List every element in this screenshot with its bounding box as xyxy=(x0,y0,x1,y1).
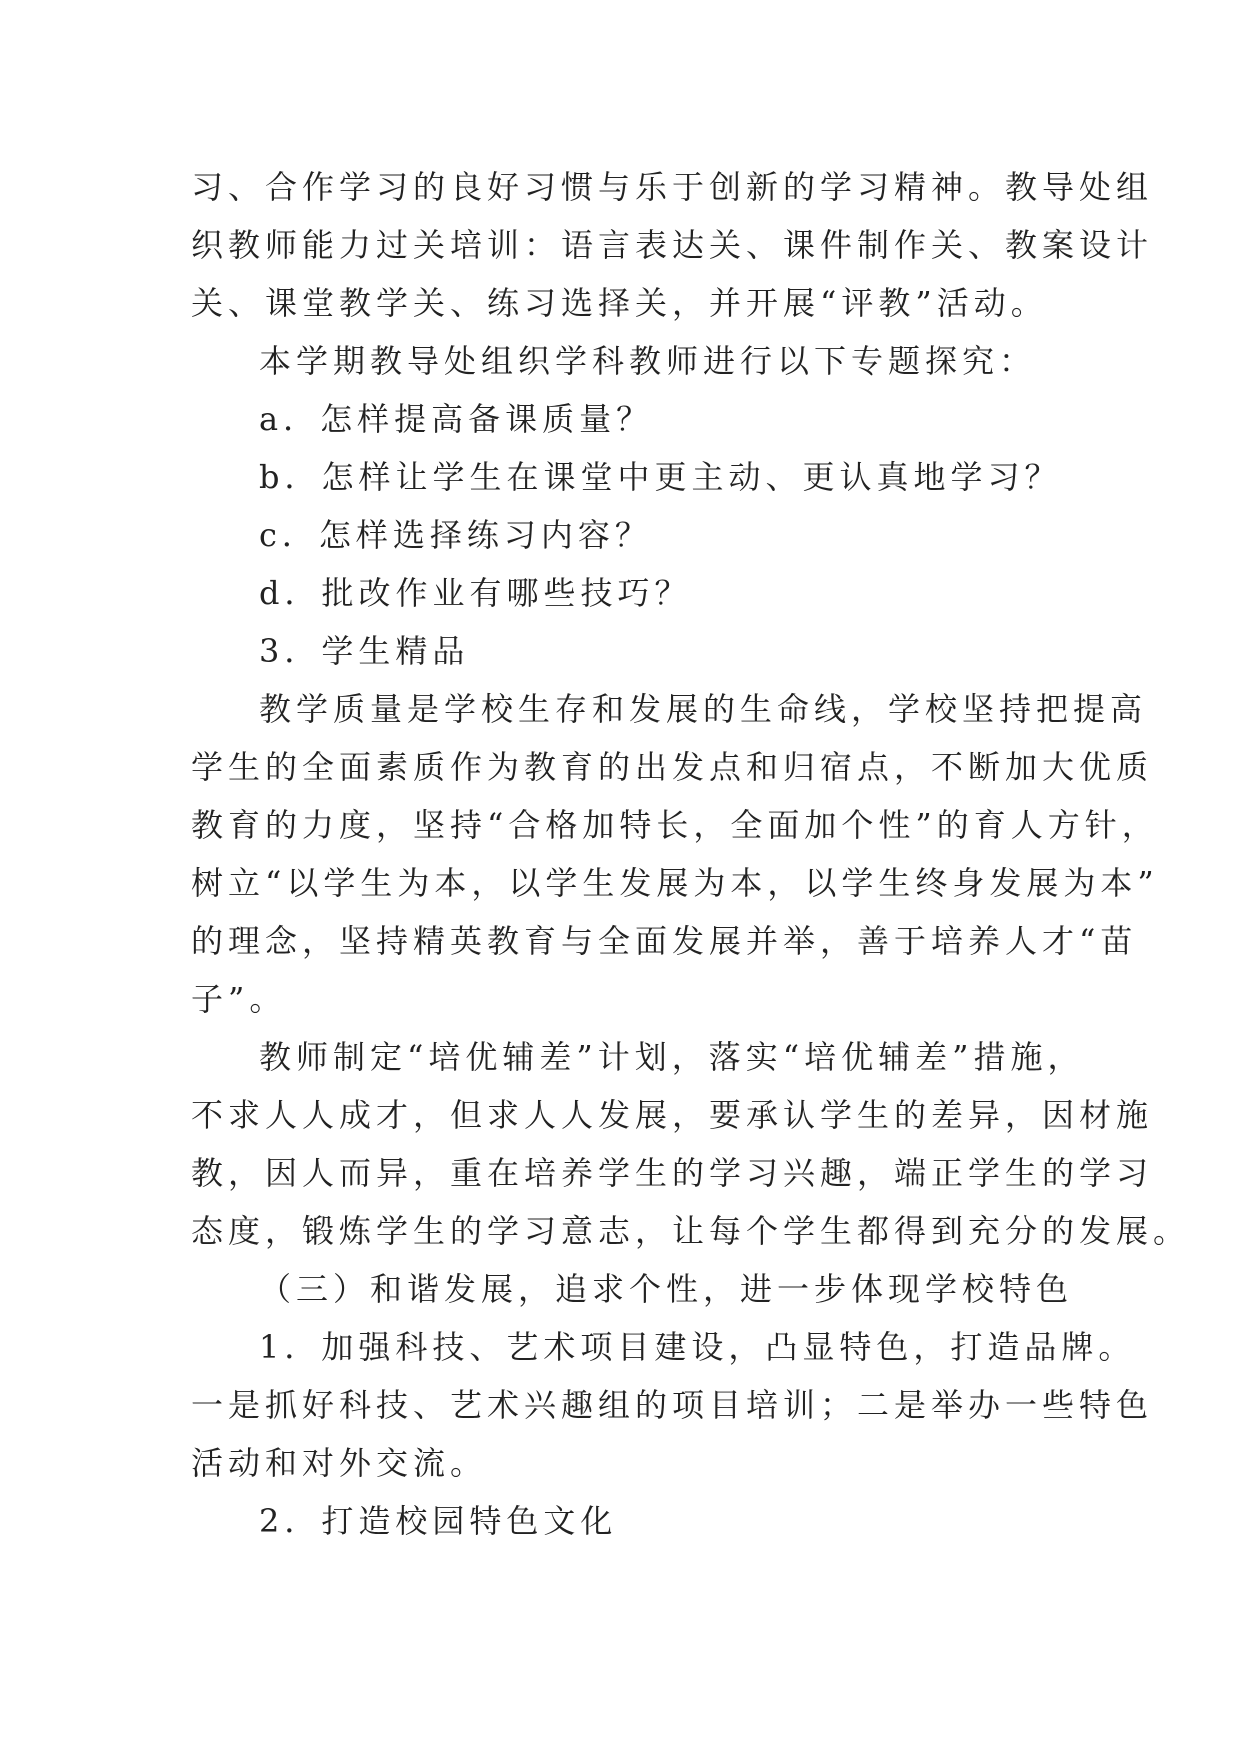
paragraph-line: 织教师能力过关培训：语言表达关、课件制作关、教案设计 xyxy=(191,226,1154,264)
paragraph-line: 的理念，坚持精英教育与全面发展并举，善于培养人才“苗 xyxy=(191,922,1138,960)
section-heading: 2．打造校园特色文化 xyxy=(259,1502,618,1540)
list-item: c．怎样选择练习内容？ xyxy=(259,516,652,554)
paragraph-line: 树立“以学生为本，以学生发展为本，以学生终身发展为本” xyxy=(191,864,1159,902)
section-heading: （三）和谐发展，追求个性，进一步体现学校特色 xyxy=(259,1270,1074,1308)
paragraph-line: 学生的全面素质作为教育的出发点和归宿点，不断加大优质 xyxy=(191,748,1154,786)
section-heading: 1．加强科技、艺术项目建设，凸显特色，打造品牌。 xyxy=(259,1328,1136,1366)
document-body xyxy=(191,158,1191,1550)
paragraph-line: 态度，锻炼学生的学习意志，让每个学生都得到充分的发展。 xyxy=(191,1212,1191,1250)
paragraph-line: 一是抓好科技、艺术兴趣组的项目培训；二是举办一些特色 xyxy=(191,1386,1154,1424)
paragraph-line: 子”。 xyxy=(191,980,287,1018)
paragraph-line: 教学质量是学校生存和发展的生命线，学校坚持把提高 xyxy=(259,690,1148,728)
paragraph-line: 不求人人成才，但求人人发展，要承认学生的差异，因材施 xyxy=(191,1096,1154,1134)
list-item: b．怎样让学生在课堂中更主动、更认真地学习？ xyxy=(259,458,1062,496)
paragraph-line: 教师制定“培优辅差”计划，落实“培优辅差”措施， xyxy=(259,1038,1085,1076)
paragraph-line: 本学期教导处组织学科教师进行以下专题探究： xyxy=(259,342,1037,380)
paragraph-line: 习、合作学习的良好习惯与乐于创新的学习精神。教导处组 xyxy=(191,168,1154,206)
list-item: a．怎样提高备课质量？ xyxy=(259,400,654,438)
paragraph-line: 活动和对外交流。 xyxy=(191,1444,488,1482)
list-item: d．批改作业有哪些技巧？ xyxy=(259,574,692,612)
paragraph-line: 关、课堂教学关、练习选择关，并开展“评教”活动。 xyxy=(191,284,1048,322)
paragraph-line: 教，因人而异，重在培养学生的学习兴趣，端正学生的学习 xyxy=(191,1154,1154,1192)
section-heading: 3．学生精品 xyxy=(259,632,470,670)
paragraph-line: 教育的力度，坚持“合格加特长，全面加个性”的育人方针， xyxy=(191,806,1159,844)
